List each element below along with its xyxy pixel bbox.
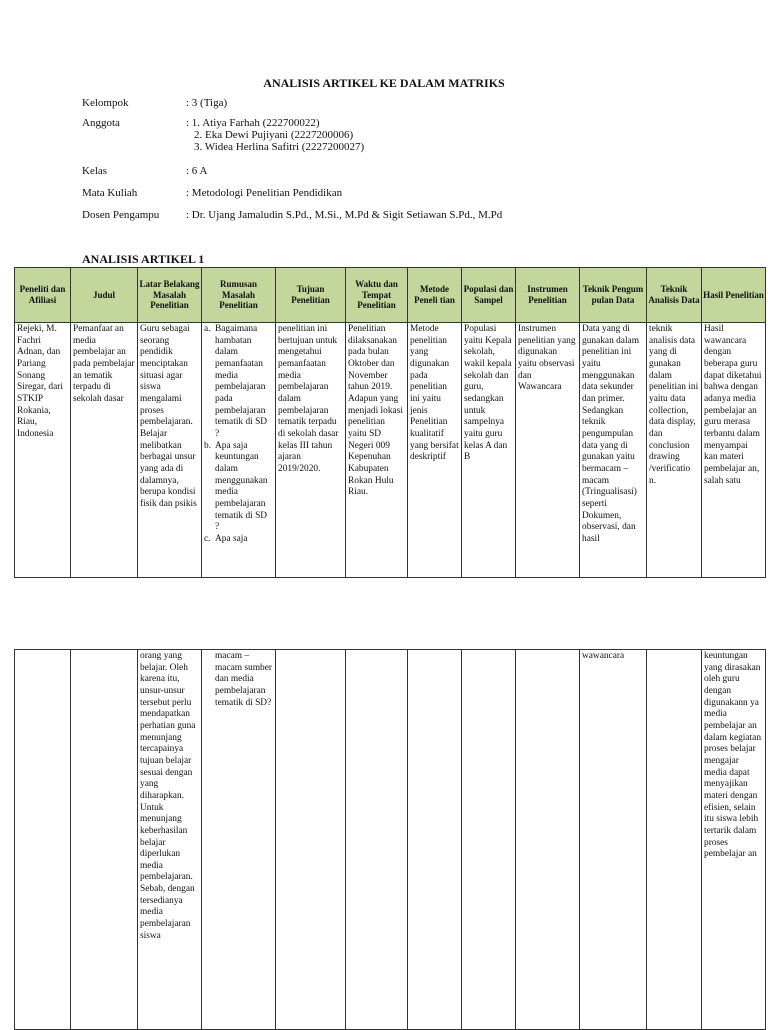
cell-latar-belakang: Guru sebagai seorang pendidik menciptakan situasi agar siswa mengalami proses pembelajaran. Belajar melibatkan berbagai unsur yang ada di dalamnya, berupa kondisi fisik dan psikis <box>138 323 202 578</box>
list-marker: a. <box>204 324 211 334</box>
meta-value <box>186 117 502 153</box>
list-marker: b. <box>204 440 212 451</box>
cell-populasi-sampel <box>462 650 516 1030</box>
table-row <box>15 323 766 578</box>
meta-value: : Metodologi Penelitian Pendidikan <box>186 187 343 199</box>
header-teknik-analisis: Teknik Analisis Data <box>647 268 702 323</box>
cell-peneliti <box>15 650 71 1030</box>
header-rumusan-masalah: Rumusan Masalah Penelitian <box>202 268 276 323</box>
header-instrumen: Instrumen Penelitian <box>516 268 580 323</box>
meta-label: Dosen Pengampu <box>82 209 160 221</box>
header-metode: Metode Peneli tian <box>408 268 462 323</box>
document-title: ANALISIS ARTIKEL KE DALAM MATRIKS <box>263 76 505 90</box>
cell-teknik-analisis <box>647 650 702 1030</box>
header-hasil: Hasil Penelitian <box>702 268 766 323</box>
meta-value: : 6 A <box>186 165 208 177</box>
table-row <box>15 650 766 1030</box>
cell-rumusan-masalah <box>202 323 276 578</box>
meta-row-kelompok <box>82 97 502 112</box>
list-marker: c. <box>204 533 211 544</box>
header-tujuan: Tujuan Penelitian <box>276 268 346 323</box>
cell-metode <box>408 650 462 1030</box>
cell-populasi-sampel: Populasi yaitu Kepala sekolah, wakil kepala sekolah dan guru, sedangkan untuk sampelnya yaitu guru kelas A dan B <box>462 323 516 578</box>
cell-instrumen: Instrumen penelitian yang digunakan yaitu observasi dan Wawancara <box>516 323 580 578</box>
meta-row-anggota <box>82 117 502 153</box>
cell-teknik-analisis: teknik analisis data yang di gunakan dalam penelitian ini yaitu data collection, data display, dan conclusion drawing /verificatio n. <box>647 323 702 578</box>
meta-label: Kelompok <box>82 97 129 109</box>
rumusan-list <box>204 324 273 545</box>
list-item <box>204 324 273 441</box>
meta-label: Mata Kuliah <box>82 187 138 199</box>
cell-hasil: keuntungan yang dirasakan oleh guru dengan digunakann ya media pembelajar an dalam kegiatan proses belajar mengajar media dapat menyajikan materi dengan efisien, selain itu siswa lebih tertarik dalam proses pembelajar an <box>702 650 766 1030</box>
analysis-matrix-table <box>14 267 766 578</box>
cell-judul <box>71 650 138 1030</box>
meta-row-kelas <box>82 165 502 177</box>
meta-block <box>82 97 502 221</box>
meta-value: : 3 (Tiga) <box>186 97 228 109</box>
list-item-text: Apa saja keuntungan dalam menggunakan media pembelajaran tematik di SD ? <box>215 440 268 533</box>
cell-waktu-tempat: Penelitian dilaksanakan pada bulan Oktober dan November tahun 2019. Adapun yang menjadi lokasi penelitian yaitu SD Negeri 009 Kepenuhan Kabupaten Rokan Hulu Riau. <box>346 323 408 578</box>
section-title: ANALISIS ARTIKEL 1 <box>82 252 205 266</box>
member-3: 3. Widea Herlina Safitri (2227200027) <box>194 141 365 153</box>
header-latar-belakang: Latar Belakang Masalah Penelitian <box>138 268 202 323</box>
list-item <box>204 440 273 534</box>
cell-tujuan: penelitian ini bertujuan untuk mengetahui pemanfaatan media pembelajaran dalam pembelajaran tematik terpadu di sekolah dasar kelas III tahun ajaran 2019/2020. <box>276 323 346 578</box>
cell-latar-belakang: orang yang belajar. Oleh karena itu, unsur-unsur tersebut perlu mendapatkan perhatian guna menunjang tercapainya tujuan belajar sesuai dengan yang diharapkan. Untuk menunjang keberhasilan belajar diperlukan media pembelajaran. Sebab, dengan tersedianya media pembelajaran siswa <box>138 650 202 1030</box>
list-item-text: Bagaimana hambatan dalam pemanfaatan media pembelajaran pada pembelajaran tematik di SD ? <box>215 324 268 439</box>
list-item <box>204 533 273 546</box>
cell-peneliti: Rejeki, M. Fachri Adnan, dan Pariang Sonang Siregar, dari STKIP Rokania, Riau, Indonesia <box>15 323 71 578</box>
meta-value: : Dr. Ujang Jamaludin S.Pd., M.Si., M.Pd & Sigit Setiawan S.Pd., M.Pd <box>186 209 503 221</box>
header-judul: Judul <box>71 268 138 323</box>
cell-judul: Pemanfaat an media pembelajar an pada pembelajar an tematik terpadu di sekolah dasar <box>71 323 138 578</box>
analysis-matrix-table-continued <box>14 649 766 1030</box>
cell-rumusan-masalah: macam – macam sumber dan media pembelajaran tematik di SD? <box>202 650 276 1030</box>
meta-label: Kelas <box>82 165 108 177</box>
cell-tujuan <box>276 650 346 1030</box>
meta-row-mata-kuliah <box>82 187 502 199</box>
cell-metode: Metode penelitian yang digunakan pada penelitian ini yaitu jenis Penelitian kualitatif yang bersifat deskriptif <box>408 323 462 578</box>
cell-hasil: Hasil wawancara dengan beberapa guru dapat diketahui bahwa dengan adanya media pembelajar an guru merasa terbantu dalam menyampai kan materi pembelajar an, salah satu <box>702 323 766 578</box>
cell-teknik-pengumpulan: Data yang di gunakan dalam penelitian ini yaitu menggunakan data sekunder dan primer. Sedangkan teknik pengumpulan data yang di gunakan yaitu bermacam – macam (Tringualisasi) seperti Dokumen, observasi, dan hasil <box>580 323 647 578</box>
member-1: : 1. Atiya Farhah (222700022) <box>186 117 320 129</box>
meta-label: Anggota <box>82 117 120 129</box>
header-teknik-pengumpulan: Teknik Pengum pulan Data <box>580 268 647 323</box>
header-populasi-sampel: Populasi dan Sampel <box>462 268 516 323</box>
header-waktu-tempat: Waktu dan Tempat Penelitian <box>346 268 408 323</box>
cell-waktu-tempat <box>346 650 408 1030</box>
cell-instrumen <box>516 650 580 1030</box>
meta-row-dosen <box>82 209 502 221</box>
member-2: 2. Eka Dewi Pujiyani (2227200006) <box>194 129 354 141</box>
cell-teknik-pengumpulan: wawancara <box>580 650 647 1030</box>
list-item-text: Apa saja <box>215 533 248 544</box>
table-header-row <box>15 268 766 323</box>
header-peneliti: Peneliti dan Afiliasi <box>15 268 71 323</box>
